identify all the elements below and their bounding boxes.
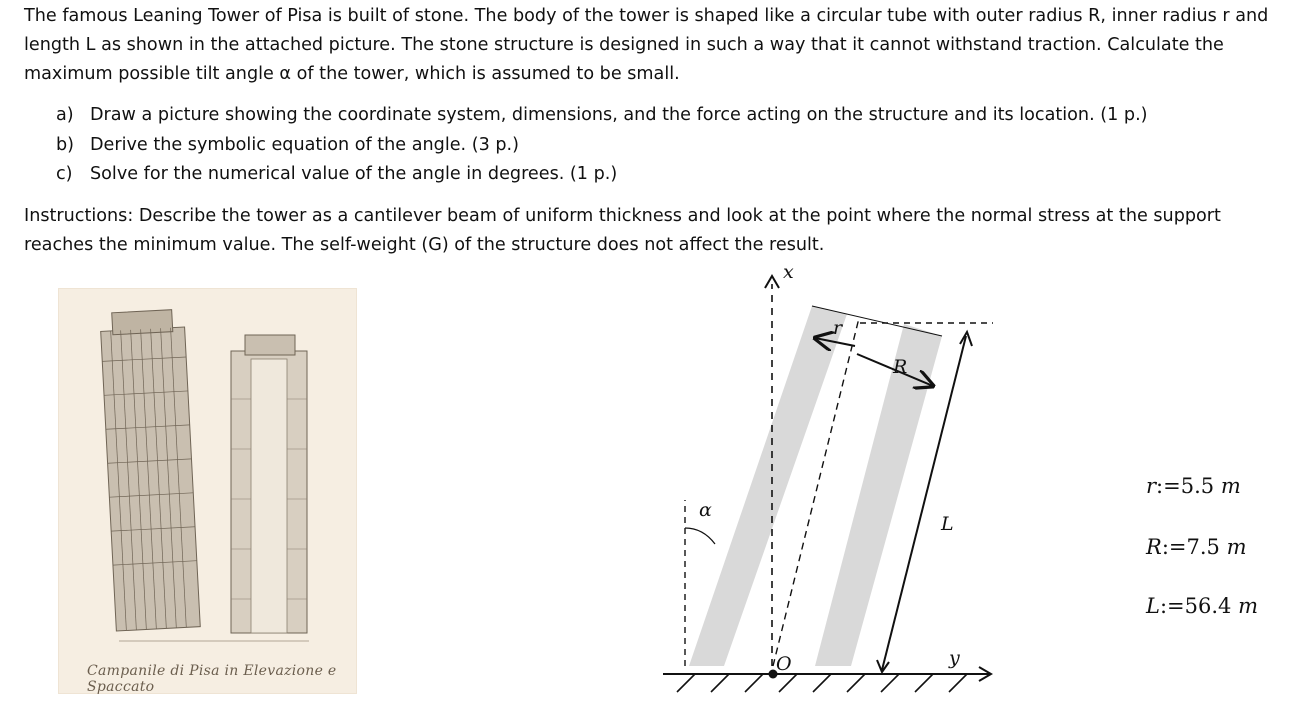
given-symbol: L <box>1146 594 1160 618</box>
alpha-arc <box>685 528 715 544</box>
task-a <box>56 101 1148 131</box>
task-b <box>56 131 1148 161</box>
right-wall <box>815 324 942 666</box>
tower-engraving-image <box>58 288 357 694</box>
given-value: 7.5 <box>1186 535 1220 559</box>
given-R <box>1146 535 1247 559</box>
tower-engraving-drawing <box>59 289 358 695</box>
problem-statement: The famous Leaning Tower of Pisa is built of stone. The body of the tower is shaped like a circular tube with outer radius R, inner radius r and length L as shown in the attached picture. The stone structure is designed in such a way that it cannot withstand traction. Calculate the maximum possible tilt angle α of the tower, which is assumed to be small. <box>24 6 1269 84</box>
given-r <box>1146 474 1241 498</box>
task-marker: c) <box>56 164 73 184</box>
given-unit: m <box>1226 535 1247 559</box>
tower-elevation <box>100 309 201 631</box>
task-list <box>56 101 1148 190</box>
given-symbol: R <box>1146 535 1162 559</box>
left-wall <box>689 306 847 666</box>
L-label: L <box>941 513 954 535</box>
x-axis-label: x <box>783 261 794 283</box>
engraving-caption: Campanile di Pisa in Elevazione e Spaccato <box>87 663 337 695</box>
given-assign: := <box>1156 474 1181 498</box>
y-axis-label: y <box>949 647 960 669</box>
alpha-label: α <box>699 499 712 521</box>
ground-hatching <box>677 674 967 692</box>
tower-diagram <box>655 258 1015 698</box>
task-marker: b) <box>56 134 75 155</box>
tower-section <box>231 335 307 633</box>
R-label: R <box>893 356 908 378</box>
task-marker: a) <box>56 105 74 125</box>
task-text: Solve for the numerical value of the angle in degrees. (1 p.) <box>90 164 618 184</box>
r-label: r <box>833 317 843 339</box>
given-symbol: r <box>1146 474 1157 498</box>
given-assign: := <box>1161 535 1187 559</box>
given-value: 56.4 <box>1184 594 1232 618</box>
given-value: 5.5 <box>1180 474 1215 498</box>
task-text: Derive the symbolic equation of the angle. (3 p.) <box>90 134 519 155</box>
given-unit: m <box>1238 594 1258 618</box>
instructions-text: Instructions: Describe the tower as a cantilever beam of uniform thickness and look at the point where the normal stress at the support reaches the minimum value. The self-weight (G) of the structure does not affect the result. <box>24 206 1221 255</box>
given-assign: := <box>1159 594 1185 618</box>
origin-label: O <box>776 653 792 675</box>
given-L <box>1146 594 1258 618</box>
task-c <box>56 160 1148 190</box>
given-unit: m <box>1220 474 1241 498</box>
task-text: Draw a picture showing the coordinate system, dimensions, and the force acting on the structure and its location. (1 p.) <box>90 105 1148 125</box>
